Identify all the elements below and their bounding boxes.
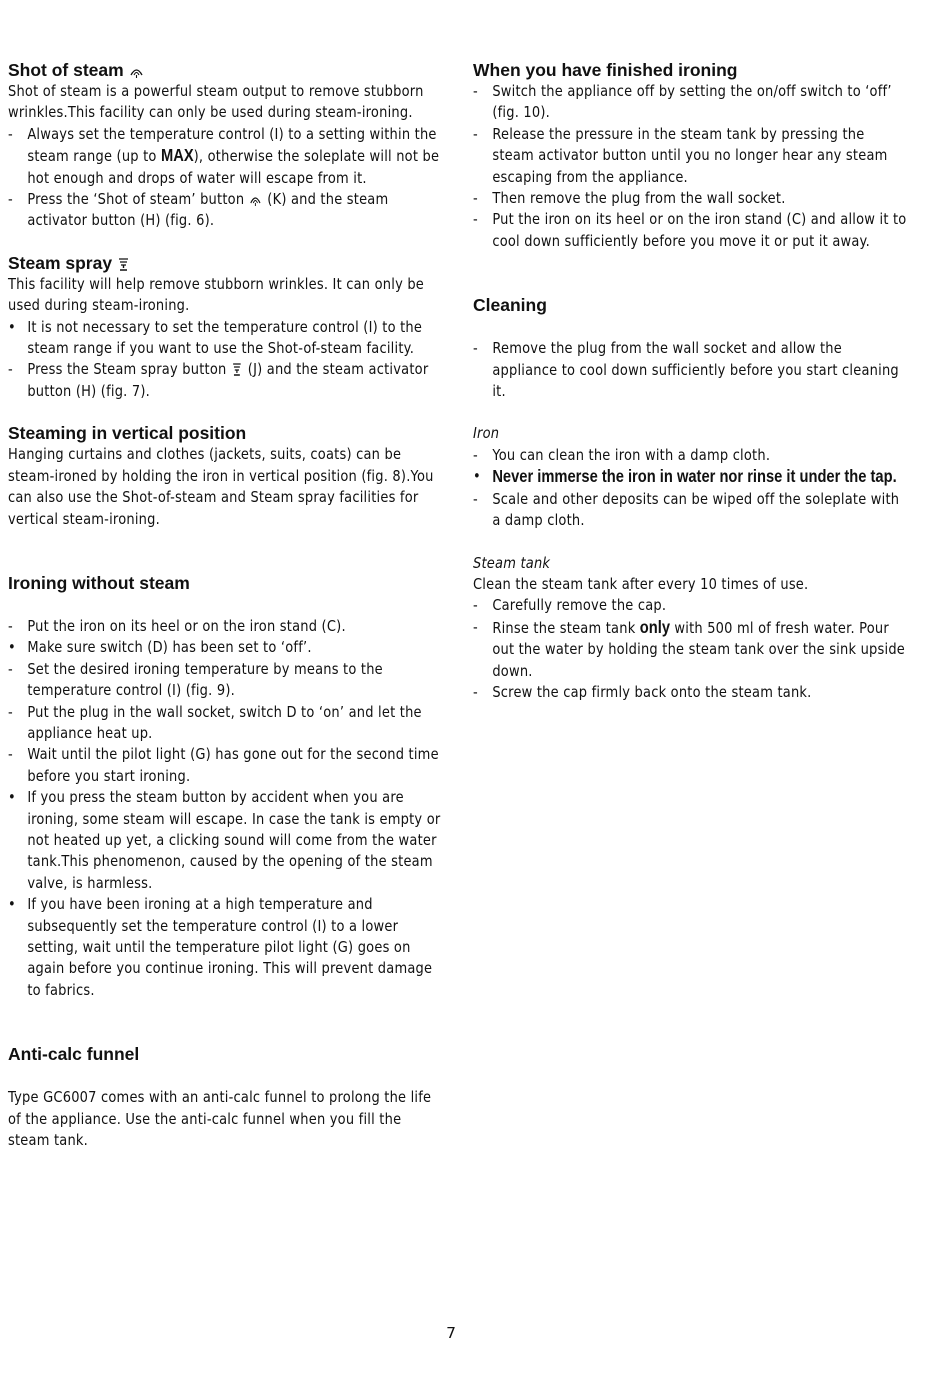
section-title-shot-of-steam (8, 60, 448, 81)
bullet-marker: • (8, 638, 16, 657)
list-item (473, 617, 910, 682)
list-item (473, 445, 910, 466)
dash-marker: - (473, 189, 478, 208)
list-item (473, 188, 910, 209)
bullet-marker: • (8, 788, 16, 807)
cleaning-text (473, 338, 910, 703)
list-item (473, 466, 910, 488)
spacer (8, 1065, 448, 1087)
dash-marker: - (473, 82, 478, 100)
bullet-marker: • (8, 317, 16, 336)
item-text: Put the iron on its heel or on the iron stand (C). (27, 616, 346, 635)
steaming-vertical-text (8, 444, 445, 530)
item-text: (K) and the steam activator button (H) (fig. 6). (27, 190, 389, 230)
item-text: If you press the steam button by accident when you are ironing, some steam will escape. In case the tank is empty or not heated up yet, a clicking sound will come from the water tank.This phenomenon, caused by the opening of the steam valve, is harmless. (27, 788, 441, 892)
item-text: If you have been ironing at a high temperature and subsequently set the temperature control (I) to a lower setting, wait until the temperature pilot light (G) goes on again before you continue ironing. This will prevent damage to fabrics. (27, 895, 433, 999)
list-item (8, 189, 445, 232)
list-item (473, 81, 910, 124)
only-emphasis: only (639, 616, 671, 637)
item-text: Put the plug in the wall socket, switch D to ‘on’ and let the appliance heat up. (27, 702, 422, 742)
warning-text: Never immerse the iron in water nor rinse it under the tap. (492, 466, 897, 487)
shot-of-steam-title-text: Shot of steam (8, 60, 124, 80)
steaming-vertical-body: Hanging curtains and clothes (jackets, suits, coats) can be steam-ironed by holding the iron in vertical position (fig. 8).You can also use the Shot-of-steam and Steam spray facilities for vertical steam-ironing. (8, 445, 434, 528)
list-item (8, 317, 445, 360)
item-text: It is not necessary to set the temperature control (I) to the steam range if you want to use the Shot-of-steam facility. (27, 317, 423, 358)
spacer (8, 232, 448, 253)
left-column (8, 60, 448, 1151)
ironing-without-steam-text (8, 616, 445, 1001)
list-item (8, 359, 445, 402)
right-column (473, 60, 913, 703)
dash-marker: - (473, 124, 478, 143)
spacer (8, 402, 448, 423)
steam-tank-subtitle: Steam tank (473, 553, 551, 572)
iron-cleaning-list (473, 445, 910, 532)
dash-marker: - (8, 190, 13, 209)
cleaning-intro-list (473, 338, 910, 402)
item-text: Press the Steam spray button (27, 360, 227, 379)
page-number: 7 (446, 1324, 456, 1342)
steam-spray-icon (233, 363, 242, 376)
steam-spray-title-text: Steam spray (8, 252, 113, 273)
section-title-steaming-vertical: Steaming in vertical position (8, 423, 247, 444)
anti-calc-text (8, 1087, 445, 1151)
list-item (473, 595, 910, 616)
list-item (8, 616, 445, 637)
max-label: MAX (160, 145, 194, 166)
item-text: You can clean the iron with a damp cloth. (492, 445, 771, 464)
item-text: Rinse the steam tank (492, 618, 640, 637)
item-text: Switch the appliance off by setting the on/off switch to ‘off’ (fig. 10). (492, 82, 892, 122)
dash-marker: - (8, 616, 13, 635)
item-text: Then remove the plug from the wall socket. (492, 189, 786, 208)
steam-spray-icon (118, 258, 129, 271)
shot-of-steam-intro: Shot of steam is a powerful steam output to remove stubborn wrinkles.This facility can only be used during steam-ironing. (8, 82, 424, 122)
shot-of-steam-list (8, 124, 445, 232)
finished-list (473, 81, 910, 252)
spacer (473, 316, 913, 338)
steam-tank-intro: Clean the steam tank after every 10 times of use. (473, 574, 809, 593)
shot-of-steam-icon (250, 194, 261, 206)
dash-marker: - (473, 489, 478, 508)
section-title-anti-calc: Anti-calc funnel (8, 1044, 140, 1065)
dash-marker: - (8, 702, 13, 721)
dash-marker: - (473, 210, 478, 229)
item-text: Set the desired ironing temperature by means to the temperature control (I) (fig. 9). (27, 659, 383, 700)
list-item (473, 682, 910, 703)
list-item (8, 637, 445, 658)
shot-of-steam-text (8, 81, 445, 232)
list-item (473, 489, 910, 532)
list-item (473, 209, 910, 252)
list-item (8, 894, 445, 1001)
item-text: Make sure switch (D) has been set to ‘off’. (27, 638, 312, 657)
dash-marker: - (473, 682, 478, 701)
item-text: Release the pressure in the steam tank by pressing the steam activator button until you no longer hear any steam escaping from the appliance. (492, 124, 888, 186)
ironing-without-steam-list (8, 616, 445, 1001)
spacer (473, 532, 910, 553)
item-text: Put the iron on its heel or on the iron stand (C) and allow it to cool down sufficiently before you move it or put it away. (492, 210, 907, 250)
steam-spray-intro: This facility will help remove stubborn wrinkles. It can only be used during steam-ironing. (8, 274, 425, 315)
list-item (8, 124, 445, 189)
dash-marker: - (8, 659, 13, 678)
item-text: Scale and other deposits can be wiped off the soleplate with a damp cloth. (492, 489, 900, 530)
steam-spray-text (8, 274, 445, 402)
item-text: ), otherwise the soleplate will not be hot enough and drops of water will escape from it. (27, 147, 440, 187)
section-title-ironing-without-steam: Ironing without steam (8, 572, 190, 593)
list-item (473, 338, 910, 402)
bullet-marker: • (8, 895, 16, 914)
item-text: Carefully remove the cap. (492, 596, 667, 615)
bullet-marker: • (473, 467, 481, 486)
item-text: Remove the plug from the wall socket and allow the appliance to cool down sufficiently before you start cleaning it. (492, 339, 899, 401)
dash-marker: - (473, 445, 478, 464)
list-item (473, 124, 910, 188)
dash-marker: - (8, 360, 13, 379)
list-item (8, 659, 445, 702)
dash-marker: - (473, 596, 478, 615)
spacer (8, 1001, 448, 1044)
shot-of-steam-icon (130, 66, 143, 78)
section-title-cleaning: Cleaning (473, 295, 547, 316)
section-title-finished: When you have finished ironing (473, 60, 738, 80)
spacer (473, 252, 913, 295)
iron-subtitle: Iron (473, 424, 500, 443)
spacer (8, 530, 448, 573)
steam-tank-list (473, 595, 910, 703)
finished-text (473, 81, 910, 252)
item-text: Always set the temperature control (I) to a setting within the steam range (up to (27, 124, 437, 166)
item-text: Wait until the pilot light (G) has gone out for the second time before you start ironing. (27, 745, 439, 785)
section-title-steam-spray (8, 253, 448, 274)
dash-marker: - (473, 617, 478, 636)
spacer (8, 594, 448, 616)
item-text: Screw the cap firmly back onto the steam tank. (492, 682, 812, 701)
steam-spray-list (8, 317, 445, 403)
item-text: Press the ‘Shot of steam’ button (27, 190, 245, 209)
item-text: with 500 ml of fresh water. Pour out the water by holding the steam tank over the sink upside down. (492, 618, 906, 680)
dash-marker: - (8, 745, 13, 764)
item-text: (J) and the steam activator button (H) (fig. 7). (27, 360, 429, 400)
dash-marker: - (473, 339, 478, 358)
list-item (8, 702, 445, 745)
list-item (8, 744, 445, 787)
anti-calc-body: Type GC6007 comes with an anti-calc funnel to prolong the life of the appliance. Use the anti-calc funnel when you fill the steam tank. (8, 1088, 432, 1150)
dash-marker: - (8, 124, 13, 143)
spacer (473, 402, 910, 423)
list-item (8, 787, 445, 894)
